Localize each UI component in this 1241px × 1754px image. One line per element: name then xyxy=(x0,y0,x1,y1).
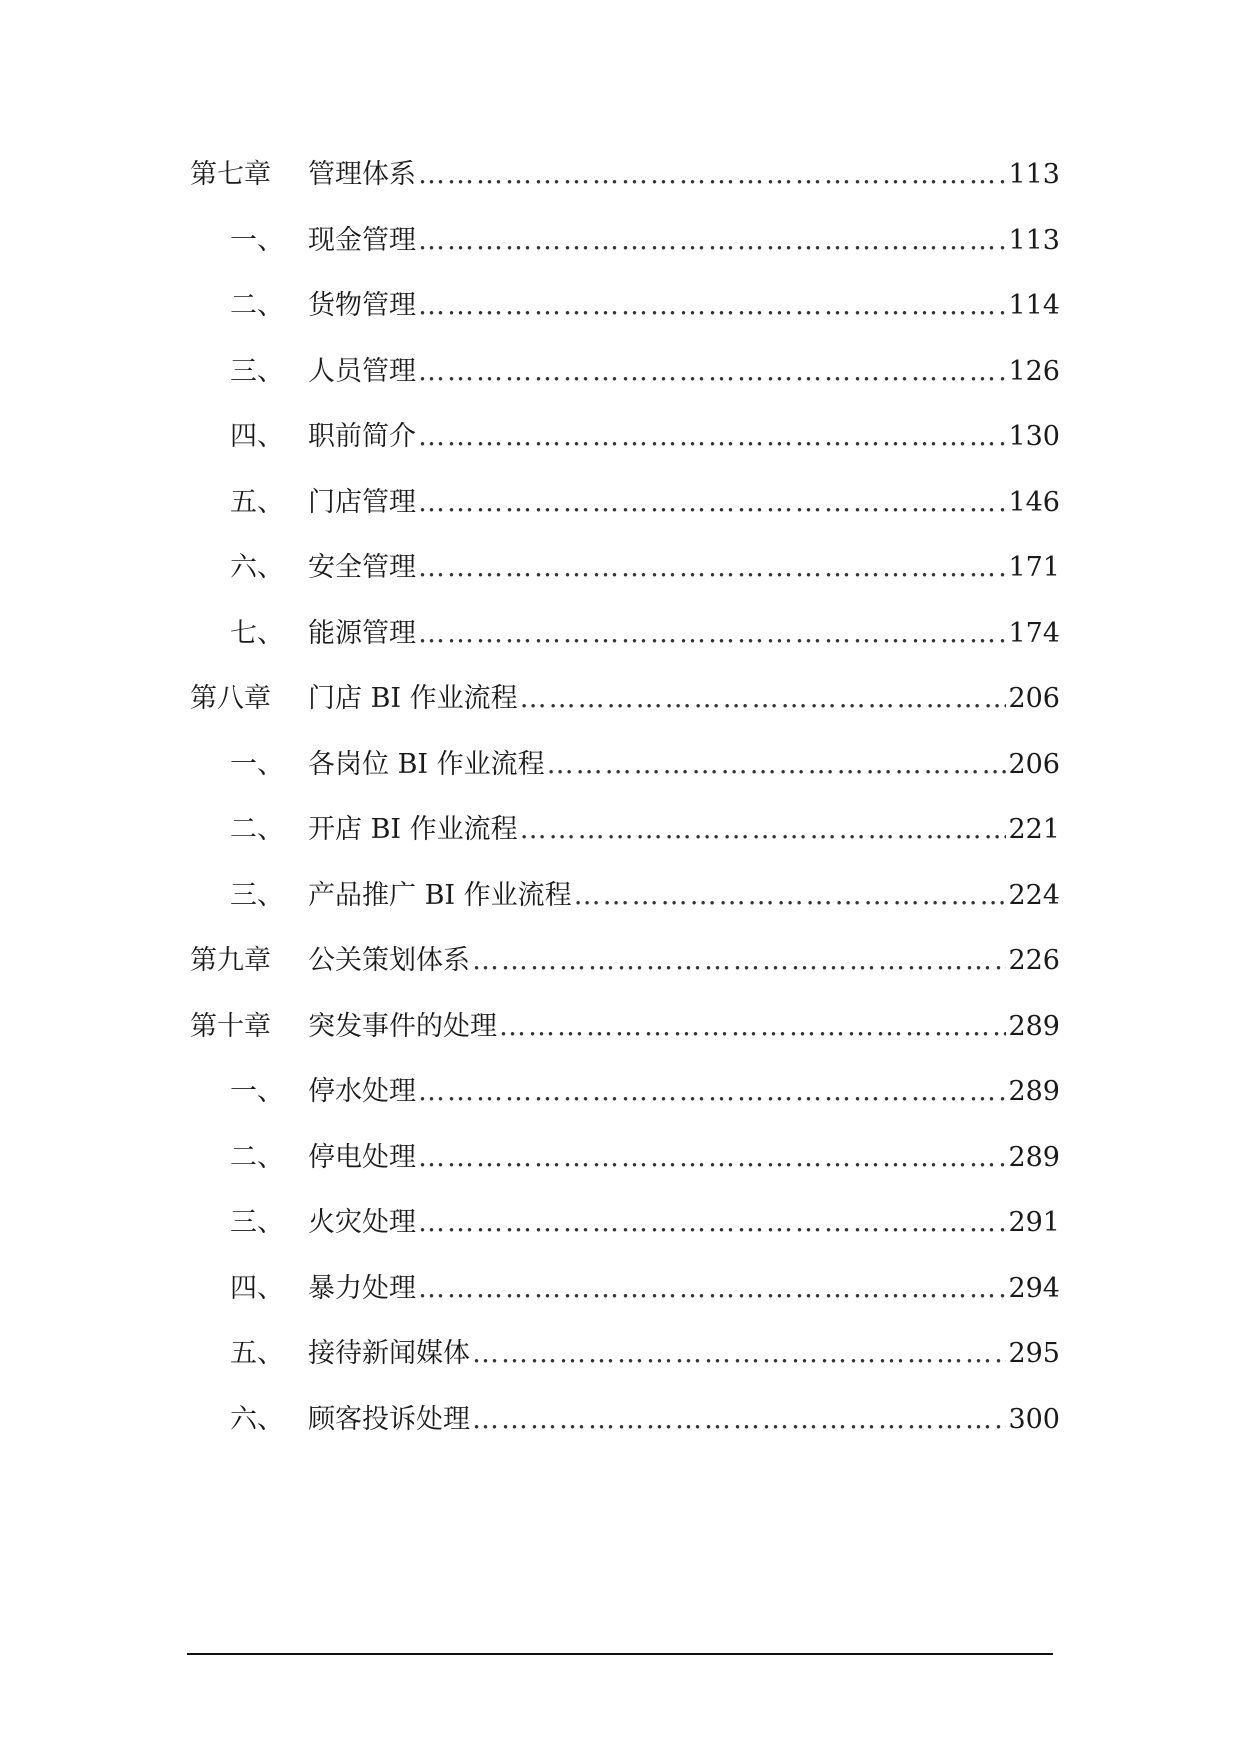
toc-leader-dots xyxy=(418,221,1006,261)
toc-leader-dots xyxy=(418,614,1006,654)
toc-leader-dots xyxy=(520,810,1007,850)
toc-entry-page: 126 xyxy=(1008,355,1060,387)
toc-entry-page: 171 xyxy=(1008,552,1060,583)
toc-entry[interactable] xyxy=(190,679,1060,745)
toc-entry-title: 能源管理 xyxy=(308,617,416,649)
toc-entry[interactable] xyxy=(190,1269,1060,1335)
toc-leader-dots xyxy=(472,1334,1006,1374)
toc-entry[interactable] xyxy=(190,1138,1060,1204)
toc-entry-title: 火灾处理 xyxy=(308,1207,416,1238)
toc-entry-page: 206 xyxy=(1008,748,1060,780)
toc-entry-label: 四、 xyxy=(230,421,284,452)
toc-entry[interactable] xyxy=(190,1334,1060,1400)
toc-entry-page: 300 xyxy=(1008,1403,1060,1435)
toc-entry-title: 开店 BI 作业流程 xyxy=(308,814,518,845)
toc-entry[interactable] xyxy=(190,745,1060,811)
toc-entry[interactable] xyxy=(190,352,1060,418)
toc-entry-label: 三、 xyxy=(230,1207,284,1238)
toc-leader-dots xyxy=(418,1138,1006,1178)
toc-entry-page: 295 xyxy=(1008,1338,1060,1369)
toc-entry-page: 206 xyxy=(1008,683,1060,714)
toc-entry-title: 顾客投诉处理 xyxy=(308,1403,470,1435)
toc-entry-label: 六、 xyxy=(230,552,284,583)
toc-leader-dots xyxy=(418,417,1006,457)
toc-entry[interactable] xyxy=(190,1072,1060,1138)
toc-entry-title: 现金管理 xyxy=(308,224,416,256)
toc-leader-dots xyxy=(418,352,1006,392)
toc-entry-title: 公关策划体系 xyxy=(308,945,470,976)
toc-entry-page: 291 xyxy=(1008,1207,1060,1238)
toc-entry[interactable] xyxy=(190,417,1060,483)
toc-entry[interactable] xyxy=(190,876,1060,942)
toc-entry-title: 管理体系 xyxy=(308,159,416,190)
toc-leader-dots xyxy=(418,286,1006,326)
toc-entry-title: 门店 BI 作业流程 xyxy=(308,683,518,714)
toc-entry-label: 一、 xyxy=(230,224,284,256)
toc-entry-label: 二、 xyxy=(230,290,284,321)
toc-entry-label: 五、 xyxy=(230,486,284,518)
toc-entry-title: 接待新闻媒体 xyxy=(308,1338,470,1369)
toc-leader-dots xyxy=(472,941,1006,981)
toc-entry-page: 289 xyxy=(1008,1076,1060,1107)
toc-entry-page: 221 xyxy=(1008,814,1060,845)
toc-entry[interactable] xyxy=(190,286,1060,352)
toc-entry-page: 174 xyxy=(1008,617,1060,649)
toc-entry-title: 门店管理 xyxy=(308,486,416,518)
toc-entry[interactable] xyxy=(190,155,1060,221)
toc-leader-dots xyxy=(418,155,1006,195)
toc-entry-title: 人员管理 xyxy=(308,355,416,387)
toc-entry-title: 突发事件的处理 xyxy=(308,1010,497,1042)
toc-entry-label: 第十章 xyxy=(190,1010,271,1042)
toc-entry-title: 各岗位 BI 作业流程 xyxy=(308,748,545,780)
toc-leader-dots xyxy=(418,1269,1006,1309)
toc-entry-page: 294 xyxy=(1008,1272,1060,1304)
toc-entry[interactable] xyxy=(190,483,1060,549)
toc-entry-label: 一、 xyxy=(230,748,284,780)
footer-rule xyxy=(187,1653,1053,1655)
toc-entry-label: 第七章 xyxy=(190,159,271,190)
toc-entry-page: 113 xyxy=(1008,224,1060,256)
toc-entry[interactable] xyxy=(190,1203,1060,1269)
toc-entry[interactable] xyxy=(190,1400,1060,1466)
toc-leader-dots xyxy=(472,1400,1006,1440)
toc-entry-label: 第八章 xyxy=(190,683,271,714)
toc-entry-page: 226 xyxy=(1008,945,1060,976)
toc-leader-dots xyxy=(574,876,1007,916)
toc-entry-page: 224 xyxy=(1008,879,1060,911)
toc-leader-dots xyxy=(499,1007,1006,1047)
toc-entry[interactable] xyxy=(190,548,1060,614)
toc-entry-label: 二、 xyxy=(230,1141,284,1173)
toc-entry[interactable] xyxy=(190,1007,1060,1073)
table-of-contents xyxy=(190,155,1060,1465)
toc-entry-title: 产品推广 BI 作业流程 xyxy=(308,879,572,911)
toc-entry-page: 113 xyxy=(1008,159,1060,190)
toc-leader-dots xyxy=(418,548,1006,588)
toc-entry[interactable] xyxy=(190,810,1060,876)
toc-entry-label: 三、 xyxy=(230,355,284,387)
toc-entry-label: 第九章 xyxy=(190,945,271,976)
toc-entry-label: 三、 xyxy=(230,879,284,911)
toc-entry-title: 停电处理 xyxy=(308,1141,416,1173)
toc-entry-page: 146 xyxy=(1008,486,1060,518)
toc-leader-dots xyxy=(520,679,1007,719)
toc-entry-page: 289 xyxy=(1008,1141,1060,1173)
toc-leader-dots xyxy=(418,1203,1006,1243)
toc-entry-title: 暴力处理 xyxy=(308,1272,416,1304)
toc-entry-label: 一、 xyxy=(230,1076,284,1107)
toc-entry[interactable] xyxy=(190,941,1060,1007)
toc-leader-dots xyxy=(418,483,1006,523)
toc-entry-page: 289 xyxy=(1008,1010,1060,1042)
toc-entry-label: 六、 xyxy=(230,1403,284,1435)
toc-leader-dots xyxy=(547,745,1007,785)
toc-entry-title: 货物管理 xyxy=(308,290,416,321)
toc-entry[interactable] xyxy=(190,221,1060,287)
toc-entry[interactable] xyxy=(190,614,1060,680)
toc-entry-title: 安全管理 xyxy=(308,552,416,583)
toc-entry-title: 停水处理 xyxy=(308,1076,416,1107)
toc-entry-title: 职前简介 xyxy=(308,421,416,452)
toc-entry-label: 七、 xyxy=(230,617,284,649)
toc-entry-page: 130 xyxy=(1008,421,1060,452)
toc-entry-label: 二、 xyxy=(230,814,284,845)
toc-entry-label: 五、 xyxy=(230,1338,284,1369)
toc-leader-dots xyxy=(418,1072,1006,1112)
toc-entry-page: 114 xyxy=(1008,290,1060,321)
toc-entry-label: 四、 xyxy=(230,1272,284,1304)
